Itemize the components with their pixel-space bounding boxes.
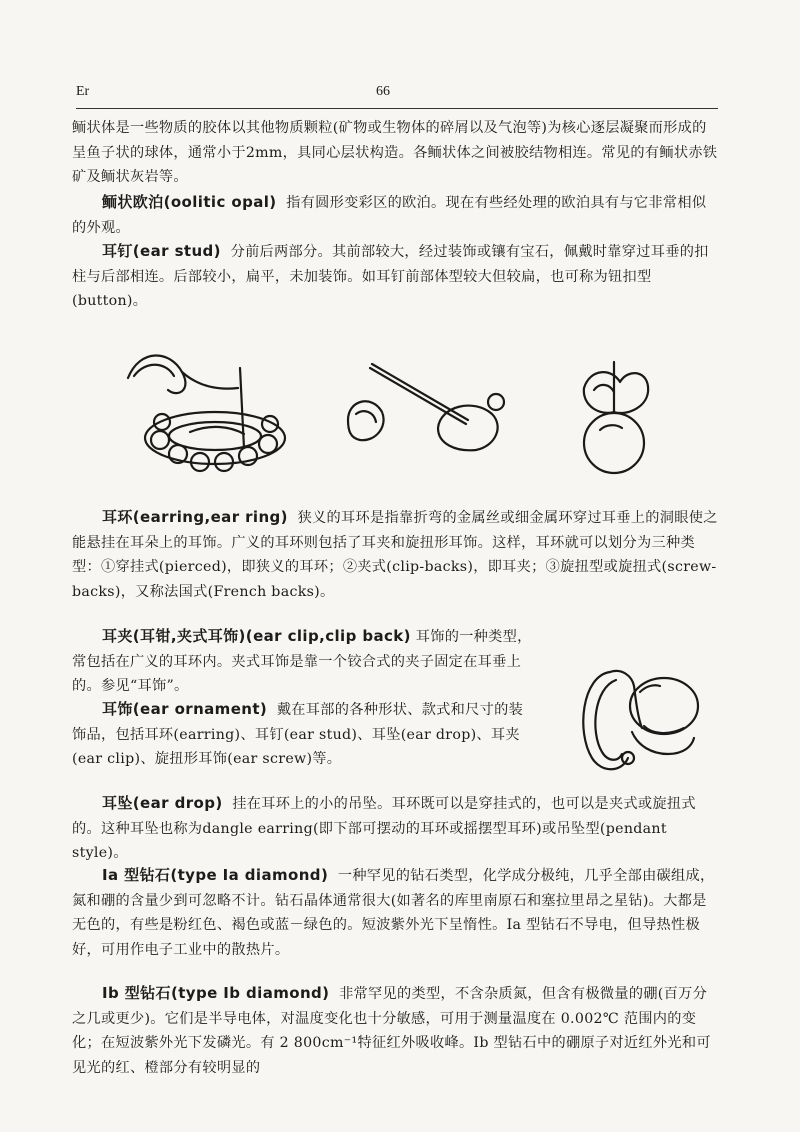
ear-clip-illustration [572,662,722,782]
entry-type-1b-diamond [72,981,720,1080]
entry-body: 一种罕见的钻石类型，化学成分极纯，几乎全部由碳组成，氮和硼的含量少到可忽略不计。钻石晶体通常很大(如著名的库里南原石和塞拉里昂之星钻)。大都是无色的，有些是粉红色、褐色或蓝－绿色的。短波紫外光下呈惰性。Ⅰa 型钻石不导电，但导热性极好，可用作电子工业中的散热片。 [72,868,715,958]
entry-oolitic-opal [72,190,720,240]
entry-term: Ⅰa 型钻石(type Ⅰa diamond) [102,866,329,884]
entry-term: 耳钉(ear stud) [102,242,221,260]
entry-ear-clip [72,624,532,699]
header-rule [76,108,718,109]
entry-type-1a-diamond [72,863,720,962]
entry-body: 狭义的耳环是指靠折弯的金属丝或细金属环穿过耳垂上的洞眼使之能悬挂在耳朵上的耳饰。广义的耳环则包括了耳夹和旋扭形耳饰。这样，耳环就可以划分为三种类型：①穿挂式(pierced)，即狭义的耳环；②夹式(clip-backs)，即耳夹；③旋扭型或旋扭式(screw-backs)，又称法国式(French backs)。 [72,510,718,600]
entry-term: 耳坠(ear drop) [102,794,223,812]
entry-body: 耳饰的一种类型，常包括在广义的耳环内。夹式耳饰是靠一个铰合式的夹子固定在耳垂上的。参见“耳饰”。 [72,629,532,695]
entry-ear-ornament [72,697,532,772]
entry-oolite-continuation [72,116,720,190]
entry-term: 耳饰(ear ornament) [102,700,268,718]
entry-ear-stud [72,239,720,314]
entry-earring [72,505,720,604]
entry-term: Ⅰb 型钻石(type Ⅰb diamond) [102,984,330,1002]
entry-term: 耳环(earring,ear ring) [102,508,288,526]
ear-stud-illustrations [120,328,680,498]
entry-body: 指有圆形变彩区的欧泊。现在有些经处理的欧泊具有与它非常相似的外观。 [72,195,707,236]
page-number: 66 [376,84,390,99]
section-letter: Er [76,84,90,99]
entry-body: 戴在耳部的各种形状、款式和尺寸的装饰品，包括耳环(earring)、耳钉(ear stud)、耳坠(ear drop)、耳夹(ear clip)、旋扭形耳饰(ear screw)等。 [72,702,524,768]
entry-ear-drop [72,791,720,866]
entry-term: 耳夹(耳钳,夹式耳饰)(ear clip,clip back) [102,627,411,645]
entry-body: 分前后两部分。其前部较大，经过装饰或镶有宝石，佩戴时靠穿过耳垂的扣柱与后部相连。后部较小，扁平，未加装饰。如耳钉前部体型较大但较扁，也可称为钮扣型(button)。 [72,244,709,310]
entry-body: 非常罕见的类型，不含杂质氮，但含有极微量的硼(百万分之几或更少)。它们是半导电体，对温度变化也十分敏感，可用于测量温度在 0.002℃ 范围内的变化；在短波紫外光下发磷光。有 2 800cm⁻¹特征红外吸收峰。Ⅰb 型钻石中的硼原子对近红外光和可见光的红、橙部分有较明显的 [72,986,711,1076]
running-head [76,84,716,106]
entry-body: 挂在耳环上的小的吊坠。耳环既可以是穿挂式的，也可以是夹式或旋扭式的。这种耳坠也称为dangle earring(即下部可摆动的耳环或摇摆型耳环)或吊坠型(pendant style)。 [72,796,696,862]
entry-body: 鲕状体是一些物质的胶体以其他物质颗粒(矿物或生物体的碎屑以及气泡等)为核心逐层凝聚而形成的呈鱼子状的球体，通常小于2mm，具同心层状构造。各鲕状体之间被胶结物相连。常见的有鲕状赤铁矿及鲕状灰岩等。 [72,120,718,186]
entry-term: 鲕状欧泊(oolitic opal) [102,193,277,211]
